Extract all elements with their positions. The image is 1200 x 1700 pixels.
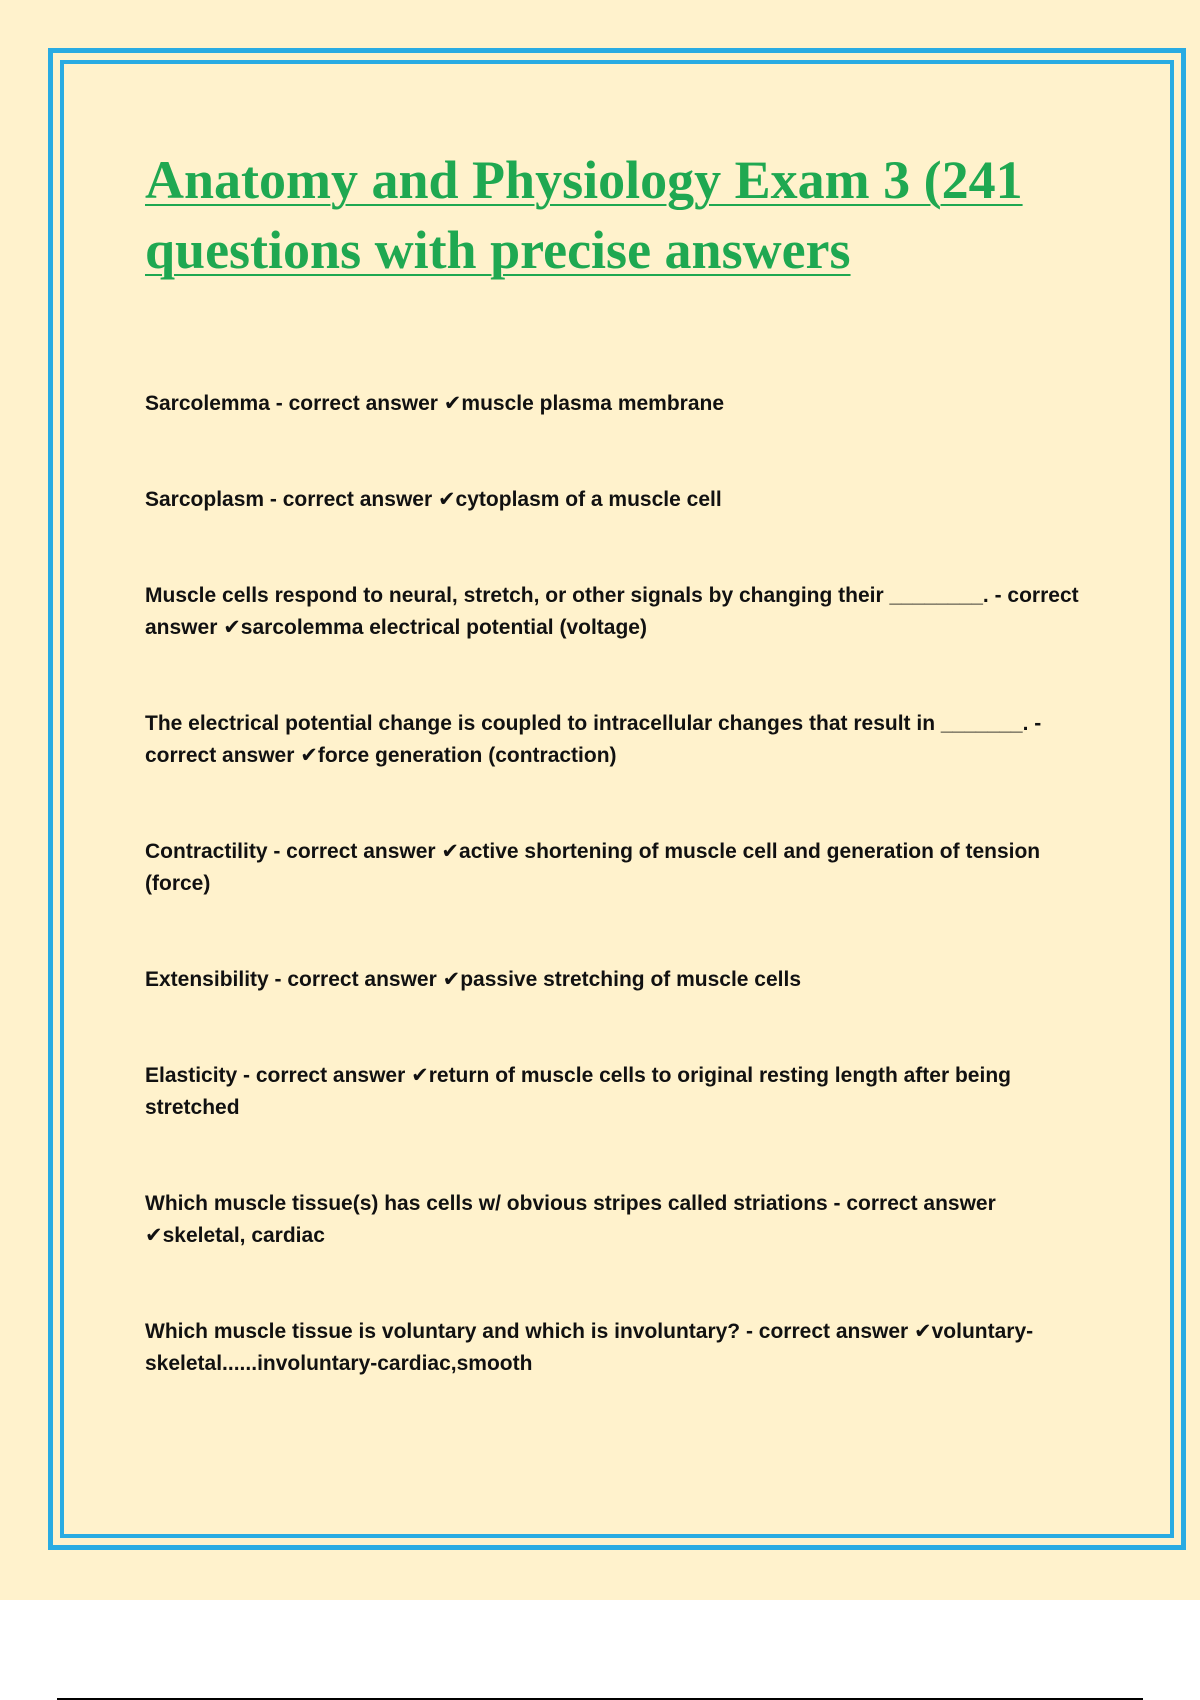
document-title: Anatomy and Physiology Exam 3 (241 questions with precise answers — [145, 150, 1023, 280]
qa-item-electrical-potential: The electrical potential change is coupled to intracellular changes that result in _______. - correct answer ✔force generation (contraction) — [145, 712, 1042, 767]
qa-item-contractility: Contractility - correct answer ✔active shortening of muscle cell and generation of tension (force) — [145, 840, 1041, 895]
document-content — [145, 145, 1095, 1444]
qa-item-extensibility: Extensibility - correct answer ✔passive stretching of muscle cells — [145, 968, 802, 991]
qa-list — [145, 388, 1095, 1380]
qa-item-sarcoplasm: Sarcoplasm - correct answer ✔cytoplasm of a muscle cell — [145, 488, 722, 511]
qa-item-sarcolemma: Sarcolemma - correct answer ✔muscle plasma membrane — [145, 392, 725, 415]
qa-item-elasticity: Elasticity - correct answer ✔return of muscle cells to original resting length after being stretched — [145, 1064, 1011, 1119]
qa-item-voluntary-involuntary: Which muscle tissue is voluntary and which is involuntary? - correct answer ✔voluntary-skeletal......involuntary-cardiac,smooth — [145, 1320, 1034, 1375]
qa-item-muscle-signals: Muscle cells respond to neural, stretch, or other signals by changing their ________. - correct answer ✔sarcolemma electrical potential (voltage) — [145, 584, 1079, 639]
qa-item-striations: Which muscle tissue(s) has cells w/ obvious stripes called striations - correct answer ✔skeletal, cardiac — [145, 1192, 996, 1247]
